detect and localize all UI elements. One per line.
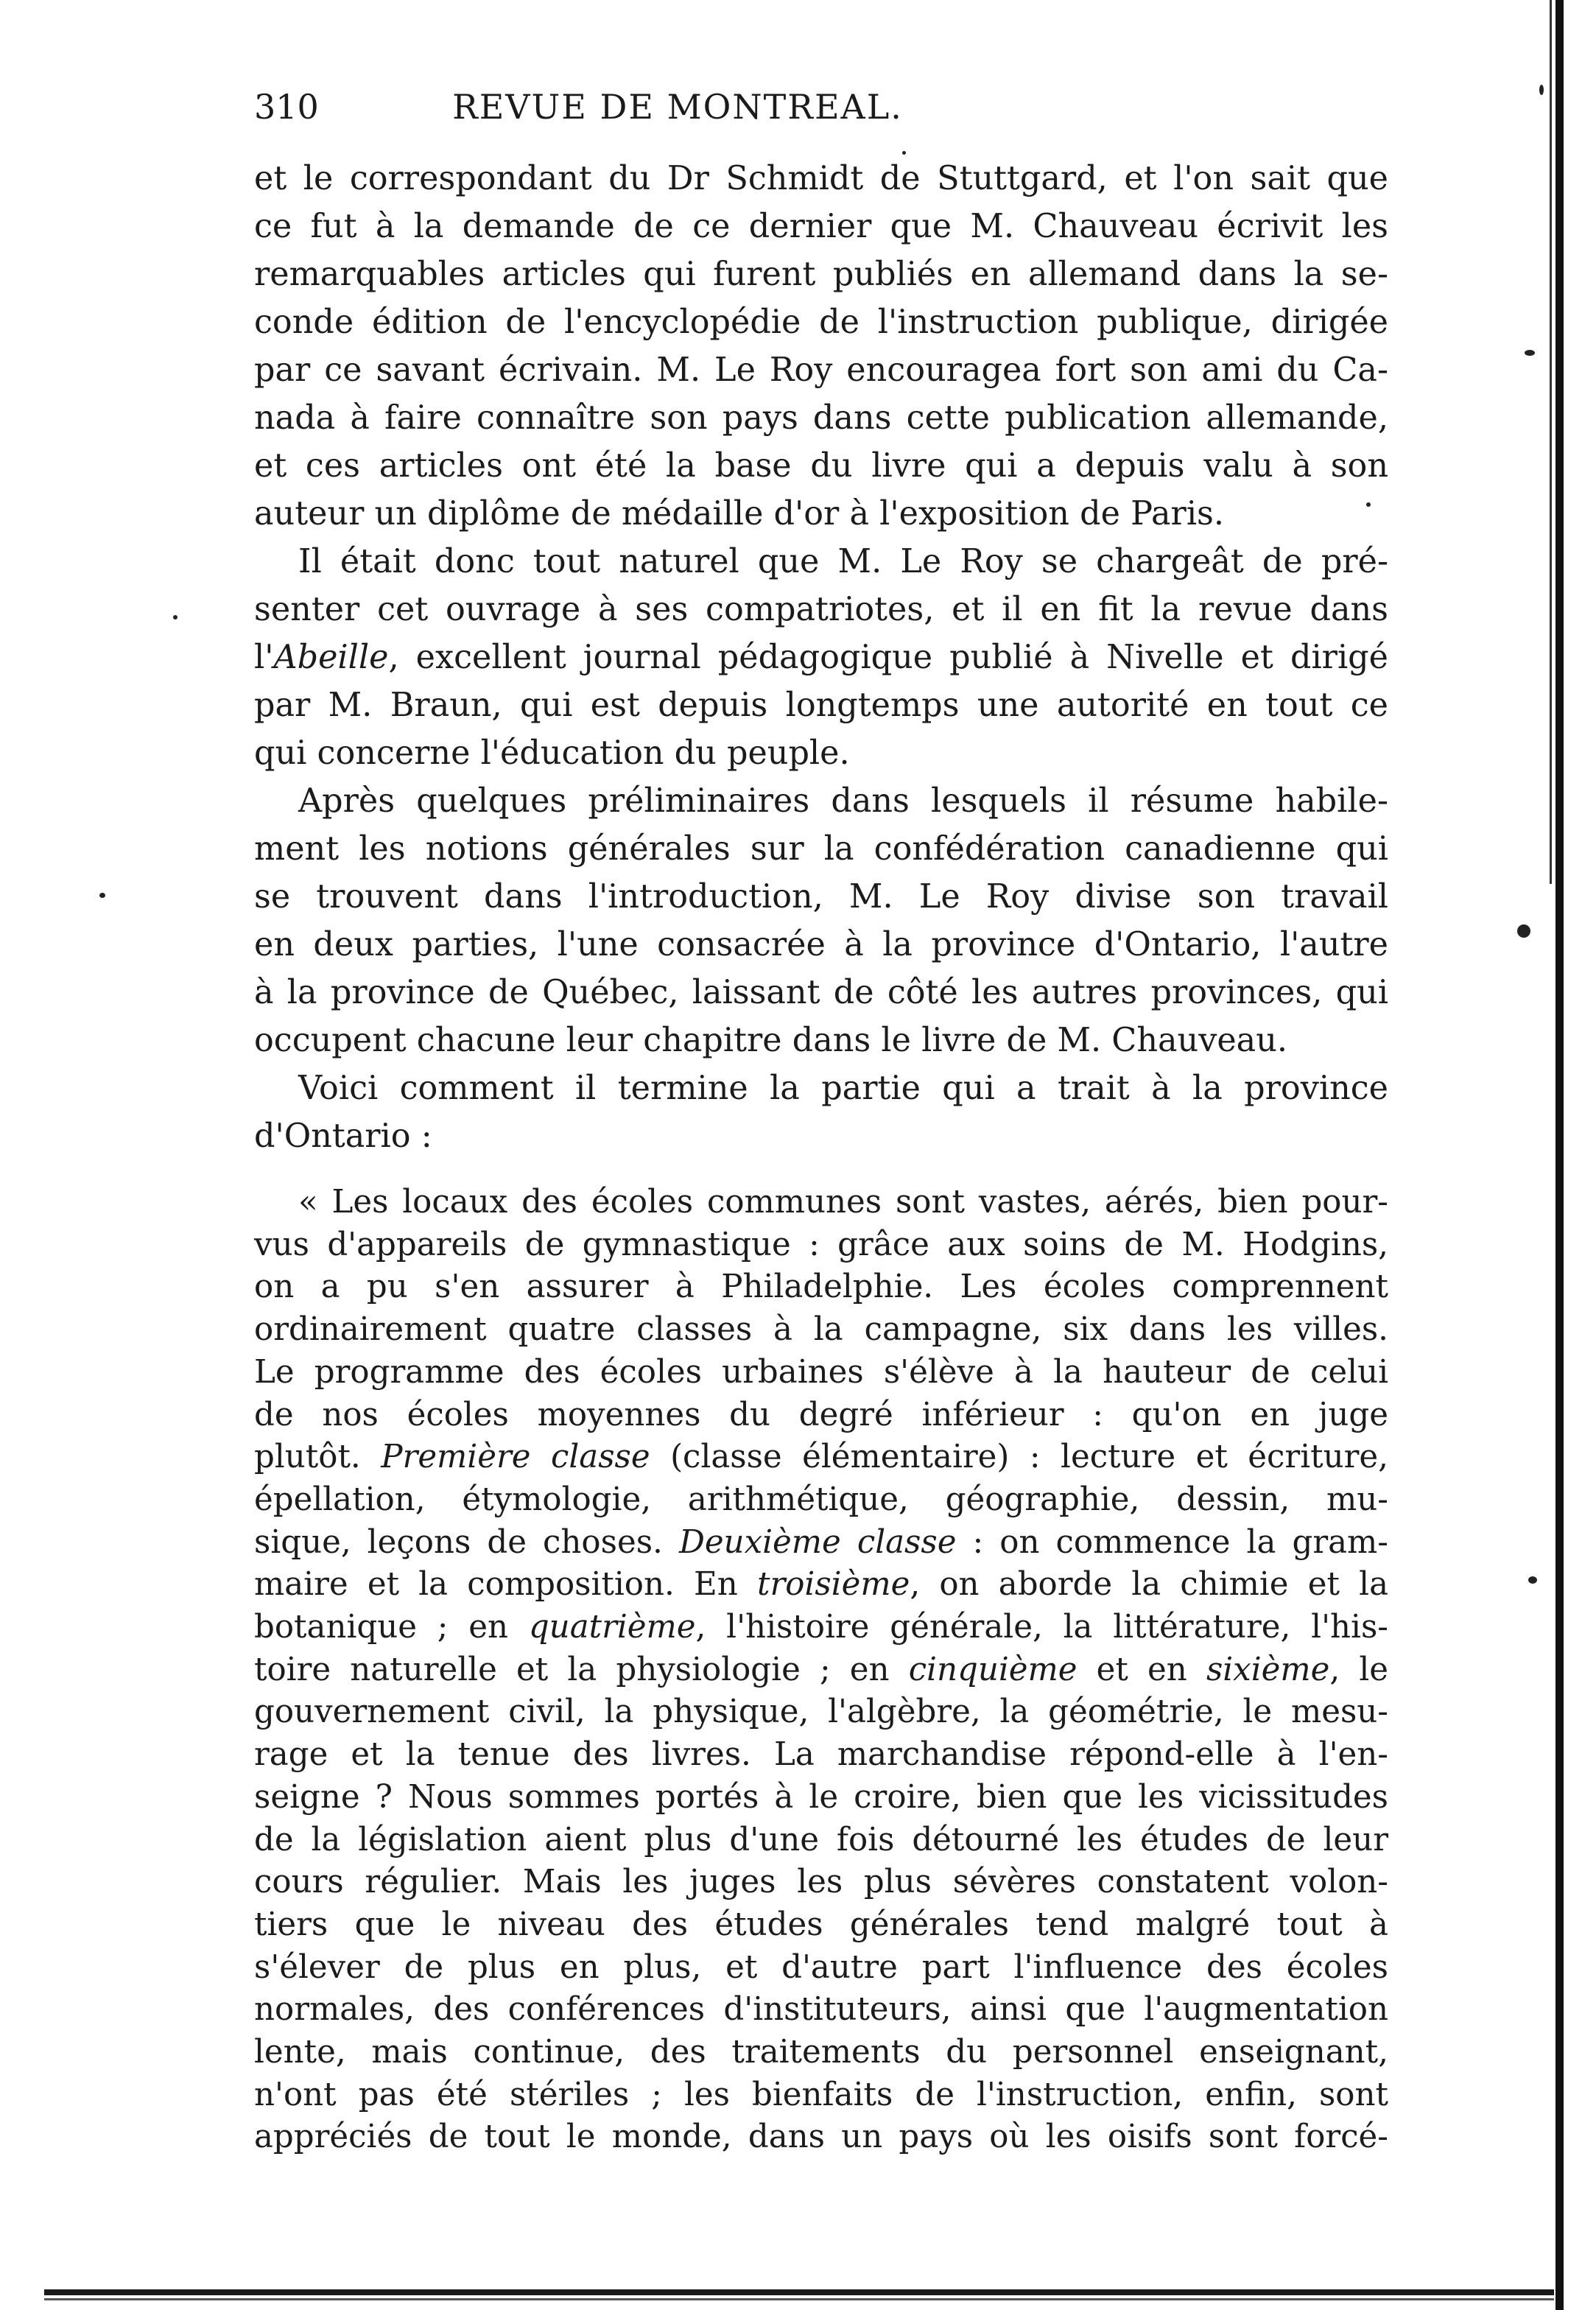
page-number: 310 <box>254 87 319 127</box>
text-line: auteur un diplôme de médaille d'or à l'exposition de Paris. <box>254 495 1225 533</box>
scan-edge-right-inner <box>1550 0 1552 884</box>
quote-line: appréciés de tout le monde, dans un pays où les oisifs sont forcé- <box>254 2118 1388 2156</box>
quote-line: s'élever de plus en plus, et d'autre part l'influence des écoles <box>254 1948 1388 1986</box>
text-line: ce fut à la demande de ce dernier que M. Chauveau écrivit les <box>254 208 1388 245</box>
scan-speck <box>1366 502 1371 507</box>
page-header <box>254 87 1388 146</box>
quote-line: gouvernement civil, la physique, l'algèbre, la géométrie, le mesu- <box>254 1693 1388 1731</box>
quote-line: épellation, étymologie, arithmétique, géographie, dessin, mu- <box>254 1481 1388 1518</box>
text-line: conde édition de l'encyclopédie de l'instruction publique, dirigée <box>254 303 1388 341</box>
scan-edge-bottom <box>44 2289 1554 2295</box>
quote-line: ordinairement quatre classes à la campagne, six dans les villes. <box>254 1311 1388 1349</box>
scan-speck <box>1539 85 1544 95</box>
quote-line: vus d'appareils de gymnastique : grâce aux soins de M. Hodgins, <box>254 1226 1388 1263</box>
quote-line: botanique ; en quatrième, l'histoire générale, la littérature, l'his- <box>254 1609 1388 1646</box>
text-line: ment les notions générales sur la confédération canadienne qui <box>254 830 1388 868</box>
quote-line: normales, des conférences d'instituteurs, ainsi que l'augmentation <box>254 1991 1388 2029</box>
body-text <box>254 155 1388 1160</box>
text-line: Après quelques préliminaires dans lesquels il résume habile- <box>298 782 1388 820</box>
text-line: Il était donc tout naturel que M. Le Roy se chargeât de pré- <box>298 543 1388 580</box>
quote-line: tiers que le niveau des études générales tend malgré tout à <box>254 1906 1388 1943</box>
scan-edge-bottom-inner <box>44 2298 1554 2300</box>
quote-line: plutôt. Première classe (classe élémentaire) : lecture et écriture, <box>254 1439 1388 1476</box>
quote-line: lente, mais continue, des traitements du personnel enseignant, <box>254 2034 1388 2071</box>
scan-speck <box>1528 1576 1537 1584</box>
quote-line: de nos écoles moyennes du degré inférieur : qu'on en juge <box>254 1396 1388 1433</box>
text-line: en deux parties, l'une consacrée à la province d'Ontario, l'autre <box>254 926 1388 963</box>
scan-speck <box>1517 924 1530 938</box>
running-head: REVUE DE MONTREAL. <box>452 87 903 127</box>
block-quote <box>254 1182 1388 2159</box>
text-line: par M. Braun, qui est depuis longtemps une autorité en tout ce <box>254 687 1388 724</box>
quote-line: toire naturelle et la physiologie ; en cinquième et en sixième, le <box>254 1651 1388 1688</box>
text-line: l'Abeille, excellent journal pédagogique publié à Nivelle et dirigé <box>254 639 1388 676</box>
text-line: nada à faire connaître son pays dans cette publication allemande, <box>254 399 1388 437</box>
text-line: Voici comment il termine la partie qui a trait à la province <box>298 1070 1388 1107</box>
quote-line: Le programme des écoles urbaines s'élève à la hauteur de celui <box>254 1353 1388 1391</box>
scan-edge-right <box>1555 0 1564 2310</box>
text-line: et le correspondant du Dr Schmidt de Stuttgard, et l'on sait que <box>254 160 1388 197</box>
scan-speck <box>99 893 105 898</box>
quote-line: n'ont pas été stériles ; les bienfaits de l'instruction, enfin, sont <box>254 2076 1388 2113</box>
text-line: par ce savant écrivain. M. Le Roy encouragea fort son ami du Ca- <box>254 351 1388 389</box>
quote-line: maire et la composition. En troisième, on aborde la chimie et la <box>254 1566 1389 1604</box>
scan-speck <box>173 615 177 619</box>
scan-speck <box>1525 350 1535 356</box>
quote-line: on a pu s'en assurer à Philadelphie. Les écoles comprennent <box>254 1268 1388 1306</box>
quote-line: seigne ? Nous sommes portés à le croire, bien que les vicissitudes <box>254 1778 1388 1816</box>
text-line: d'Ontario : <box>254 1117 432 1155</box>
text-line: remarquables articles qui furent publiés en allemand dans la se- <box>254 256 1388 293</box>
quote-line: rage et la tenue des livres. La marchandise répond-elle à l'en- <box>254 1736 1388 1774</box>
quote-line: de la législation aient plus d'une fois détourné les études de leur <box>254 1821 1388 1858</box>
quote-line: « Les locaux des écoles communes sont vastes, aérés, bien pour- <box>298 1184 1388 1221</box>
quote-line: cours régulier. Mais les juges les plus sévères constatent volon- <box>254 1864 1388 1901</box>
scan-speck <box>902 151 906 155</box>
text-line: occupent chacune leur chapitre dans le livre de M. Chauveau. <box>254 1022 1288 1059</box>
text-line: et ces articles ont été la base du livre qui a depuis valu à son <box>254 447 1388 485</box>
text-line: senter cet ouvrage à ses compatriotes, et il en fit la revue dans <box>254 591 1388 628</box>
quote-line: sique, leçons de choses. Deuxième classe : on commence la gram- <box>254 1523 1388 1561</box>
text-line: à la province de Québec, laissant de côté les autres provinces, qui <box>254 974 1388 1011</box>
text-line: qui concerne l'éducation du peuple. <box>254 734 850 772</box>
text-line: se trouvent dans l'introduction, M. Le Roy divise son travail <box>254 878 1388 916</box>
